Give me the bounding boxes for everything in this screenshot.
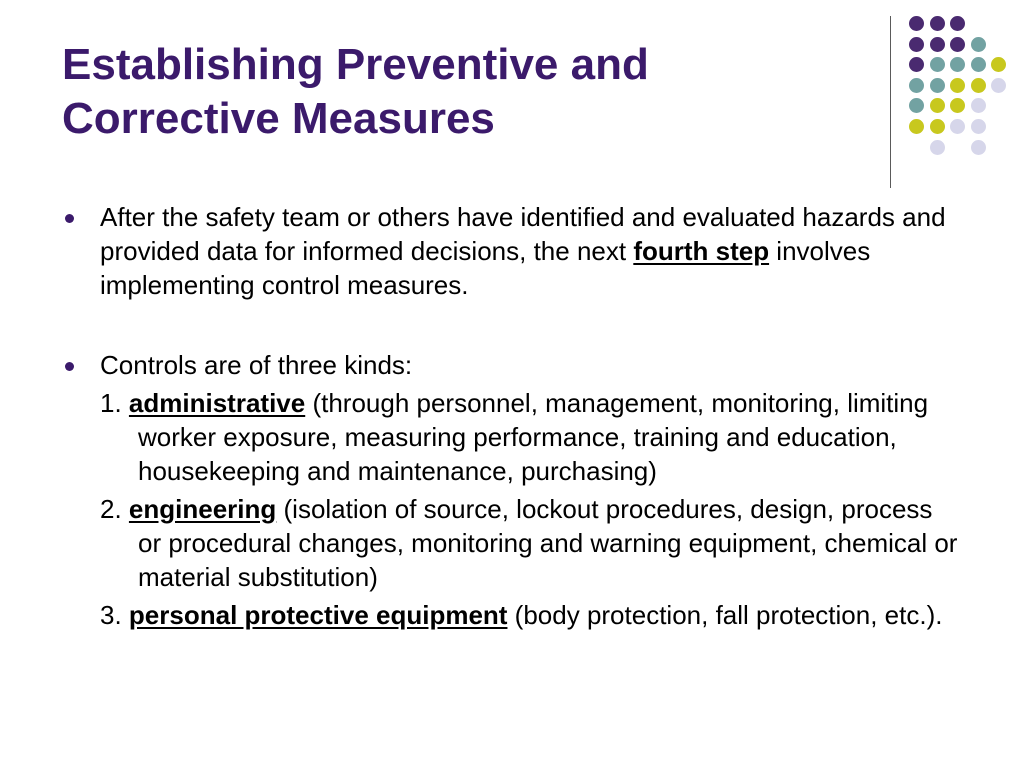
slide-title	[62, 38, 862, 146]
purple-dot	[950, 37, 965, 52]
bullet-text-after: involves implementing control measures.	[100, 236, 871, 300]
teal-dot	[930, 57, 945, 72]
term-personal-protective-equipment: personal protective equipment	[128, 600, 508, 630]
control-item-ppe	[100, 598, 962, 632]
control-kinds-intro: Controls are of three kinds:	[100, 350, 413, 380]
term-engineering: engineering	[128, 494, 277, 524]
yellow-dot	[909, 119, 924, 134]
teal-dot	[909, 78, 924, 93]
yellow-dot	[930, 119, 945, 134]
slide-body	[62, 200, 962, 632]
yellow-dot	[971, 78, 986, 93]
control-item-number: 1.	[100, 388, 129, 418]
lavender-dot	[950, 119, 965, 134]
teal-dot	[950, 57, 965, 72]
teal-dot	[930, 78, 945, 93]
purple-dot	[909, 37, 924, 52]
term-fourth-step: fourth step	[633, 236, 770, 266]
lavender-dot	[971, 98, 986, 113]
teal-dot	[971, 37, 986, 52]
purple-dot	[909, 57, 924, 72]
lavender-dot	[971, 119, 986, 134]
slide-title-line-1: Establishing Preventive and	[62, 40, 649, 89]
control-item-detail: (body protection, fall protection, etc.).	[507, 600, 943, 630]
vertical-divider	[890, 16, 891, 188]
teal-dot	[909, 98, 924, 113]
lavender-dot	[971, 140, 986, 155]
bullet-marker	[65, 214, 74, 223]
term-administrative: administrative	[128, 388, 306, 418]
bullet-text-before: After the safety team or others have identified and evaluated hazards and provided data for informed decisions, the next	[100, 202, 946, 266]
yellow-dot	[950, 98, 965, 113]
teal-dot	[971, 57, 986, 72]
purple-dot	[930, 16, 945, 31]
bullet-control-kinds	[62, 348, 962, 382]
control-item-detail: (through personnel, management, monitoring, limiting worker exposure, measuring performance, training and education, housekeeping and maintenance, purchasing)	[138, 388, 929, 486]
bullet-marker	[65, 362, 74, 371]
lavender-dot	[930, 140, 945, 155]
purple-dot	[930, 37, 945, 52]
control-item-engineering	[100, 492, 962, 594]
control-item-number: 3.	[100, 600, 129, 630]
control-item-number: 2.	[100, 494, 129, 524]
yellow-dot	[950, 78, 965, 93]
slide-title-line-2: Corrective Measures	[62, 94, 495, 143]
control-item-administrative	[100, 386, 962, 488]
yellow-dot	[930, 98, 945, 113]
purple-dot	[950, 16, 965, 31]
purple-dot	[909, 16, 924, 31]
lavender-dot	[991, 78, 1006, 93]
yellow-dot	[991, 57, 1006, 72]
control-item-detail: (isolation of source, lockout procedures, design, process or procedural changes, monitoring and warning equipment, chemical or material substitution)	[138, 494, 958, 592]
bullet-implementing-controls	[62, 200, 962, 302]
